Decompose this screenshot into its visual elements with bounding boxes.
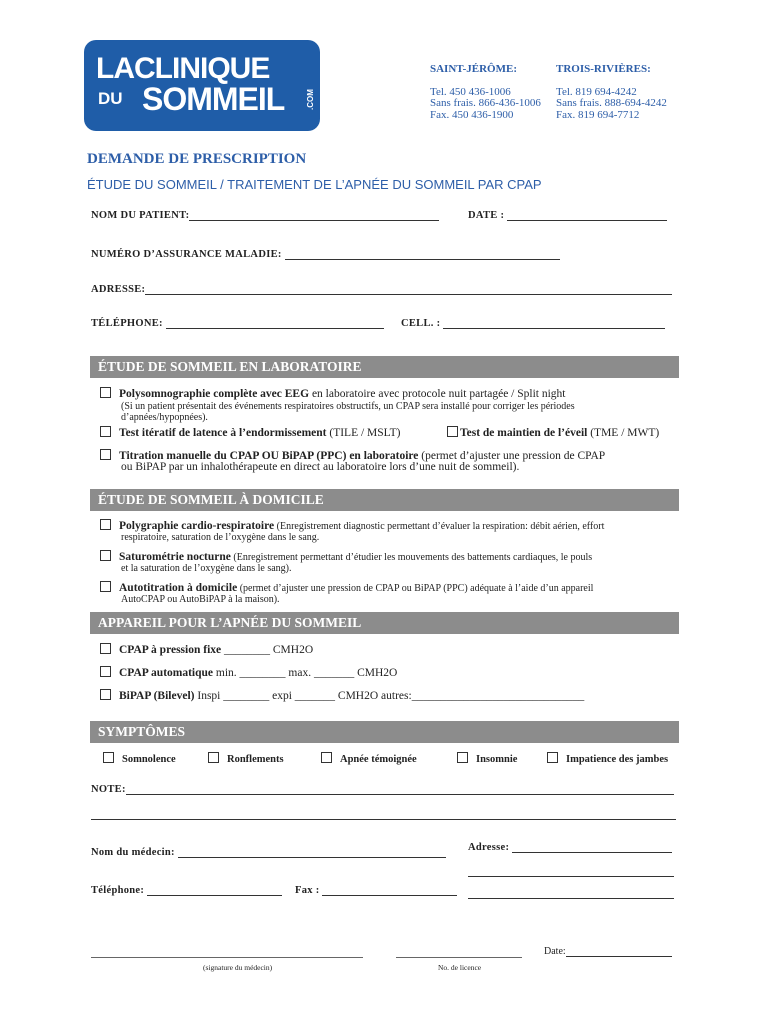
checkbox[interactable]: [100, 550, 111, 561]
date-footer-label: Date:: [544, 946, 566, 957]
symptom-label: Apnée témoignée: [340, 754, 417, 765]
autotitration-line2: AutoCPAP ou AutoBiPAP à la maison).: [121, 594, 280, 605]
logo-line2a: DU: [98, 89, 123, 108]
option-desc: ________ CMH2O: [221, 644, 314, 656]
doctor-name-line[interactable]: [178, 847, 446, 858]
checkbox[interactable]: [100, 689, 111, 700]
signature-line[interactable]: [91, 957, 363, 958]
doctor-address-label: Adresse:: [468, 842, 510, 853]
phone-field[interactable]: [91, 318, 384, 329]
checkbox[interactable]: [100, 449, 111, 460]
option-label: BiPAP (Bilevel): [119, 690, 195, 702]
form-subtitle: ÉTUDE DU SOMMEIL / TRAITEMENT DE L’APNÉE DU SOMMEIL PAR CPAP: [87, 177, 542, 192]
option-tme[interactable]: [447, 426, 659, 439]
option-label: Saturométrie nocturne: [119, 551, 231, 563]
option-bipap[interactable]: [100, 689, 584, 702]
contact-free: Sans frais. 888-694-4242: [556, 97, 667, 109]
option-desc: (TILE / MSLT): [326, 427, 401, 439]
option-desc: (TME / MWT): [587, 427, 660, 439]
option-label: Test de maintien de l’éveil: [460, 427, 588, 439]
logo-line2b: SOMMEIL: [142, 81, 285, 117]
option-desc: (permet d’ajuster une pression de CPAP ou BiPAP (PPC) adéquate à l’aide d’un appareil: [237, 583, 594, 594]
clinic-logo: [84, 40, 320, 131]
option-cpap-fixed[interactable]: [100, 643, 313, 656]
license-line[interactable]: [396, 957, 522, 958]
health-number-line[interactable]: [285, 249, 560, 260]
address-field[interactable]: [91, 284, 672, 295]
contact-fax: Fax. 450 436-1900: [430, 108, 514, 121]
doctor-fax-field[interactable]: [295, 885, 457, 896]
patient-name-label: NOM DU PATIENT:: [91, 210, 190, 221]
license-caption: No. de licence: [438, 963, 482, 972]
phone-line[interactable]: [166, 318, 384, 329]
option-desc: min. ________ max. _______ CMH2O: [213, 667, 398, 679]
option-polysomnography[interactable]: [100, 387, 680, 400]
note-line-2[interactable]: [91, 819, 676, 820]
signature-caption: (signature du médecin): [203, 963, 273, 972]
health-number-label: NUMÉRO D’ASSURANCE MALADIE:: [91, 249, 282, 260]
date-label: DATE :: [468, 210, 505, 221]
contact-free: Sans frais. 866-436-1006: [430, 97, 541, 109]
saturometry-line2: et la saturation de l’oxygène dans le sang).: [121, 563, 292, 574]
contact-heading: TROIS-RIVIÈRES:: [556, 63, 651, 75]
symptom-label: Insomnie: [476, 754, 518, 765]
section-lab-heading: ÉTUDE DE SOMMEIL EN LABORATOIRE: [90, 356, 679, 378]
symptom-label: Somnolence: [122, 754, 176, 765]
doctor-phone-line[interactable]: [147, 885, 282, 896]
contact-heading: SAINT-JÉRÔME:: [430, 63, 517, 75]
option-label: Polysomnographie complète avec EEG: [119, 388, 310, 400]
checkbox[interactable]: [100, 519, 111, 530]
option-label: CPAP à pression fixe: [119, 644, 222, 656]
cell-label: CELL. :: [401, 318, 441, 329]
symptom-somnolence[interactable]: [103, 752, 176, 765]
cell-field[interactable]: [401, 318, 665, 329]
doctor-address-line-2[interactable]: [468, 876, 674, 877]
patient-name-field[interactable]: [91, 210, 439, 221]
address-label: ADRESSE:: [91, 284, 146, 295]
checkbox[interactable]: [208, 752, 219, 763]
checkbox[interactable]: [321, 752, 332, 763]
doctor-phone-field[interactable]: [91, 885, 282, 896]
form-title: DEMANDE DE PRESCRIPTION: [87, 151, 307, 167]
date-footer-line[interactable]: [566, 946, 672, 957]
polysomnography-note: (Si un patient présentait des événements respiratoires obstructifs, un CPAP sera installé pour corriger les périodes d’apnées/hypopnées).: [121, 401, 575, 423]
checkbox[interactable]: [103, 752, 114, 763]
doctor-phone-label: Téléphone:: [91, 885, 145, 896]
health-number-field[interactable]: [91, 249, 560, 260]
checkbox[interactable]: [100, 643, 111, 654]
logo-line1: LACLINIQUE: [96, 52, 270, 85]
checkbox[interactable]: [547, 752, 558, 763]
option-desc: Inspi ________ expi _______ CMH2O autres:______________________________: [194, 690, 585, 702]
option-desc: en laboratoire avec protocole nuit partagée / Split night: [309, 388, 566, 400]
option-label: Test itératif de latence à l’endormissement: [119, 427, 327, 439]
note-field[interactable]: [91, 784, 674, 795]
contact-st-jerome: [430, 64, 541, 121]
option-cpap-auto[interactable]: [100, 666, 397, 679]
cell-line[interactable]: [443, 318, 665, 329]
contact-fax: Fax. 819 694-7712: [556, 108, 640, 121]
symptom-restless-legs[interactable]: [547, 752, 668, 765]
address-line[interactable]: [145, 284, 672, 295]
section-symptoms-heading: SYMPTÔMES: [90, 721, 679, 743]
doctor-fax-label: Fax :: [295, 885, 320, 896]
checkbox[interactable]: [100, 387, 111, 398]
symptom-label: Impatience des jambes: [566, 754, 669, 765]
option-desc: (permet d’ajuster une pression de CPAP: [418, 450, 606, 462]
date-line[interactable]: [507, 210, 667, 221]
checkbox[interactable]: [457, 752, 468, 763]
option-polygraphy[interactable]: [100, 519, 680, 532]
date-footer-field[interactable]: [544, 946, 672, 957]
option-label: Titration manuelle du CPAP OU BiPAP (PPC) en laboratoire: [119, 450, 419, 462]
patient-name-line[interactable]: [189, 210, 439, 221]
option-label: CPAP automatique: [119, 667, 214, 679]
checkbox[interactable]: [100, 666, 111, 677]
option-desc: (Enregistrement permettant d’étudier les mouvements des battements cardiaques, le pouls: [230, 552, 593, 563]
option-autotitration[interactable]: [100, 581, 680, 594]
checkbox[interactable]: [100, 581, 111, 592]
symptom-label: Ronflements: [227, 754, 284, 765]
date-field[interactable]: [468, 210, 667, 221]
section-home-heading: ÉTUDE DE SOMMEIL À DOMICILE: [90, 489, 679, 511]
checkbox[interactable]: [100, 426, 111, 437]
symptom-insomnia[interactable]: [457, 752, 517, 765]
symptom-snoring[interactable]: [208, 752, 284, 765]
doctor-address-field[interactable]: [468, 842, 672, 853]
phone-label: TÉLÉPHONE:: [91, 318, 163, 329]
contact-tel: Tel. 450 436-1006: [430, 85, 511, 98]
polygraphy-line2: respiratoire, saturation de l’oxygène dans le sang.: [121, 532, 320, 543]
option-label: Autotitration à domicile: [119, 582, 238, 594]
section-device-heading: APPAREIL POUR L’APNÉE DU SOMMEIL: [90, 612, 679, 634]
doctor-fax-line[interactable]: [322, 885, 457, 896]
symptom-apnea[interactable]: [321, 752, 417, 765]
option-label: Polygraphie cardio-respiratoire: [119, 520, 275, 532]
titration-line2: ou BiPAP par un inhalothérapeute en direct au laboratoire lors d’une nuit de sommeil).: [121, 461, 520, 473]
contact-tel: Tel. 819 694-4242: [556, 85, 637, 98]
doctor-address-line[interactable]: [512, 842, 672, 853]
note-label: NOTE:: [91, 784, 126, 795]
option-tile[interactable]: [100, 426, 400, 439]
doctor-address-line-3[interactable]: [468, 898, 674, 899]
checkbox[interactable]: [447, 426, 458, 437]
doctor-name-label: Nom du médecin:: [91, 847, 175, 858]
doctor-name-field[interactable]: [91, 847, 446, 858]
contact-trois-rivieres: [556, 64, 667, 121]
logo-com: .COM: [306, 89, 315, 110]
option-saturometry[interactable]: [100, 550, 680, 563]
note-line[interactable]: [126, 784, 674, 795]
option-desc: (Enregistrement diagnostic permettant d’évaluer la respiration: débit aérien, effort: [274, 521, 605, 532]
